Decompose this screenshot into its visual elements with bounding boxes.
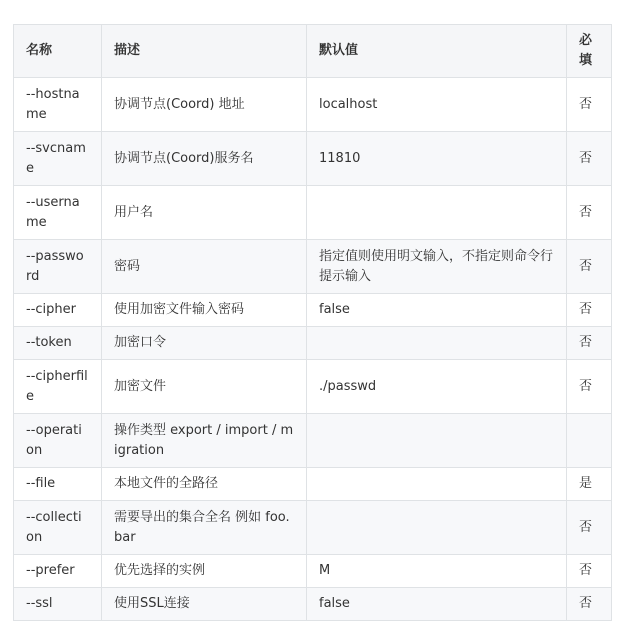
table-row xyxy=(14,132,612,186)
cell-name: --cipherfile xyxy=(14,360,102,414)
cell-name: --token xyxy=(14,327,102,360)
header-default: 默认值 xyxy=(307,25,567,78)
cell-default xyxy=(307,327,567,360)
cell-desc: 协调节点(Coord)服务名 xyxy=(102,132,307,186)
header-required: 必填 xyxy=(567,25,612,78)
cell-default: ./passwd xyxy=(307,360,567,414)
cell-name: --file xyxy=(14,468,102,501)
cell-desc: 操作类型 export / import / migration xyxy=(102,414,307,468)
cell-name: --hostname xyxy=(14,78,102,132)
cell-default xyxy=(307,186,567,240)
cell-desc: 使用加密文件输入密码 xyxy=(102,294,307,327)
cell-desc: 加密文件 xyxy=(102,360,307,414)
table-header-row xyxy=(14,25,612,78)
cell-desc: 使用SSL连接 xyxy=(102,588,307,621)
cell-default xyxy=(307,414,567,468)
cell-desc: 需要导出的集合全名 例如 foo.bar xyxy=(102,501,307,555)
cell-default: M xyxy=(307,555,567,588)
cell-required: 否 xyxy=(567,294,612,327)
cell-default xyxy=(307,468,567,501)
cell-desc: 优先选择的实例 xyxy=(102,555,307,588)
cell-required: 是 xyxy=(567,468,612,501)
cell-required: 否 xyxy=(567,360,612,414)
cell-name: --password xyxy=(14,240,102,294)
table-row xyxy=(14,240,612,294)
header-name: 名称 xyxy=(14,25,102,78)
table-row xyxy=(14,360,612,414)
table-row xyxy=(14,555,612,588)
table-row xyxy=(14,414,612,468)
cell-required: 否 xyxy=(567,132,612,186)
cell-name: --operation xyxy=(14,414,102,468)
cell-name: --ssl xyxy=(14,588,102,621)
cell-default: false xyxy=(307,294,567,327)
cell-default: localhost xyxy=(307,78,567,132)
table-row xyxy=(14,588,612,621)
cell-default xyxy=(307,501,567,555)
cell-required: 否 xyxy=(567,78,612,132)
cell-required: 否 xyxy=(567,588,612,621)
cell-required xyxy=(567,414,612,468)
cell-required: 否 xyxy=(567,327,612,360)
cell-required: 否 xyxy=(567,186,612,240)
cell-name: --collection xyxy=(14,501,102,555)
cell-desc: 本地文件的全路径 xyxy=(102,468,307,501)
options-table xyxy=(13,24,612,621)
cell-name: --prefer xyxy=(14,555,102,588)
cell-desc: 用户名 xyxy=(102,186,307,240)
table-row xyxy=(14,186,612,240)
table-row xyxy=(14,327,612,360)
table-row xyxy=(14,501,612,555)
table-row xyxy=(14,468,612,501)
cell-default: 11810 xyxy=(307,132,567,186)
header-desc: 描述 xyxy=(102,25,307,78)
cell-desc: 加密口令 xyxy=(102,327,307,360)
cell-desc: 密码 xyxy=(102,240,307,294)
table-row xyxy=(14,78,612,132)
cell-name: --svcname xyxy=(14,132,102,186)
cell-required: 否 xyxy=(567,240,612,294)
cell-required: 否 xyxy=(567,501,612,555)
options-table-container xyxy=(13,24,612,621)
cell-name: --cipher xyxy=(14,294,102,327)
cell-default: false xyxy=(307,588,567,621)
cell-name: --username xyxy=(14,186,102,240)
table-row xyxy=(14,294,612,327)
cell-required: 否 xyxy=(567,555,612,588)
cell-default: 指定值则使用明文输入，不指定则命令行提示输入 xyxy=(307,240,567,294)
cell-desc: 协调节点(Coord) 地址 xyxy=(102,78,307,132)
